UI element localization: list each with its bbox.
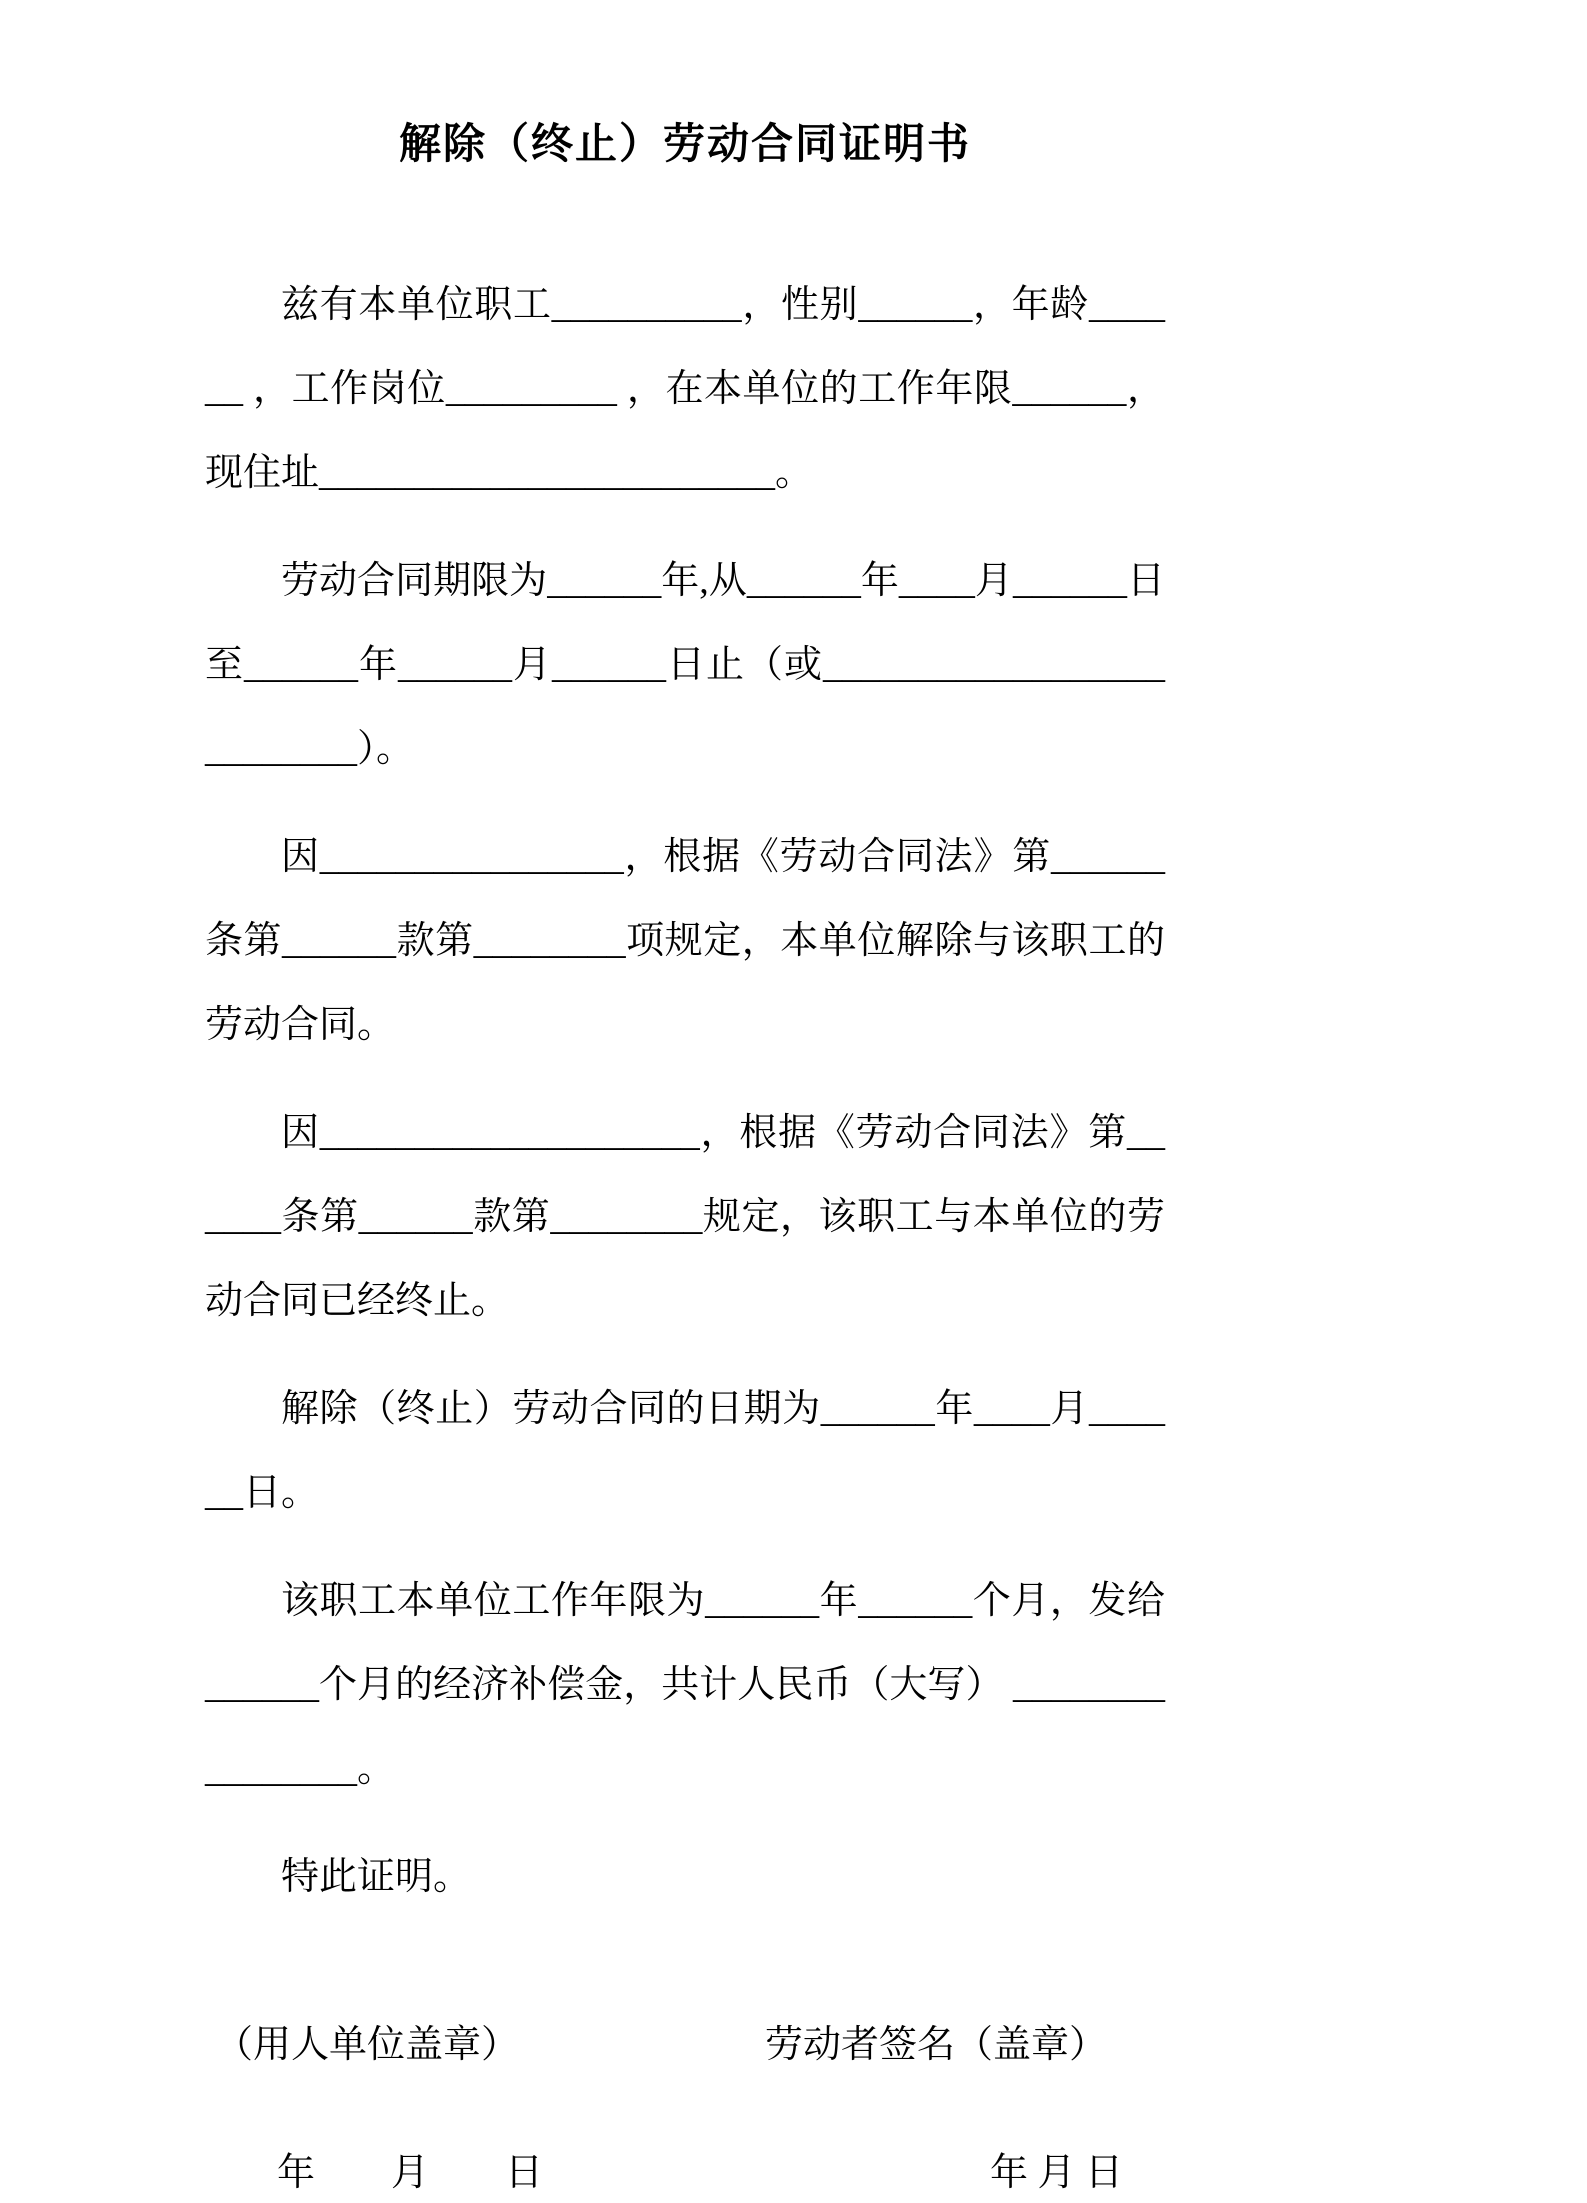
employee-date-line: 年 月 日 [990,2151,1124,2194]
paragraph-compensation: 该职工本单位工作年限为______年______个月，发给______个月的经济补偿金，共计人民币（大写） ________________。 [205,1579,1165,1790]
paragraph-contract-term: 劳动合同期限为______年,从______年____月______日至______年______月______日止（或__________________________）。 [205,559,1165,770]
employer-signature-block [205,2015,685,2203]
employer-seal-label: （用人单位盖章） [215,2023,520,2066]
paragraph-employee-info: 兹有本单位职工__________，性别______，年龄______ ，工作岗位_________ ，在本单位的工作年限______，现住址________________________。 [205,283,1165,494]
paragraph-hereby-certify: 特此证明。 [281,1855,472,1898]
employer-date-line: 年 月 日 [277,2151,544,2194]
paragraph-termination-date: 解除（终止）劳动合同的日期为______年____月______日。 [205,1387,1165,1514]
paragraph-dissolution-clause: 因________________，根据《劳动合同法》第______条第______款第________项规定，本单位解除与该职工的劳动合同。 [205,835,1165,1046]
paragraph-termination-clause: 因____________________，根据《劳动合同法》第______条第______款第________规定，该职工与本单位的劳动合同已经终止。 [205,1111,1165,1322]
employee-sign-label: 劳动者签名（盖章） [765,2023,1108,2066]
document-title: 解除（终止）劳动合同证明书 [398,120,971,167]
signature-section [205,2015,1165,2203]
employee-signature-block [685,2015,1165,2203]
document-body [205,263,1165,1919]
